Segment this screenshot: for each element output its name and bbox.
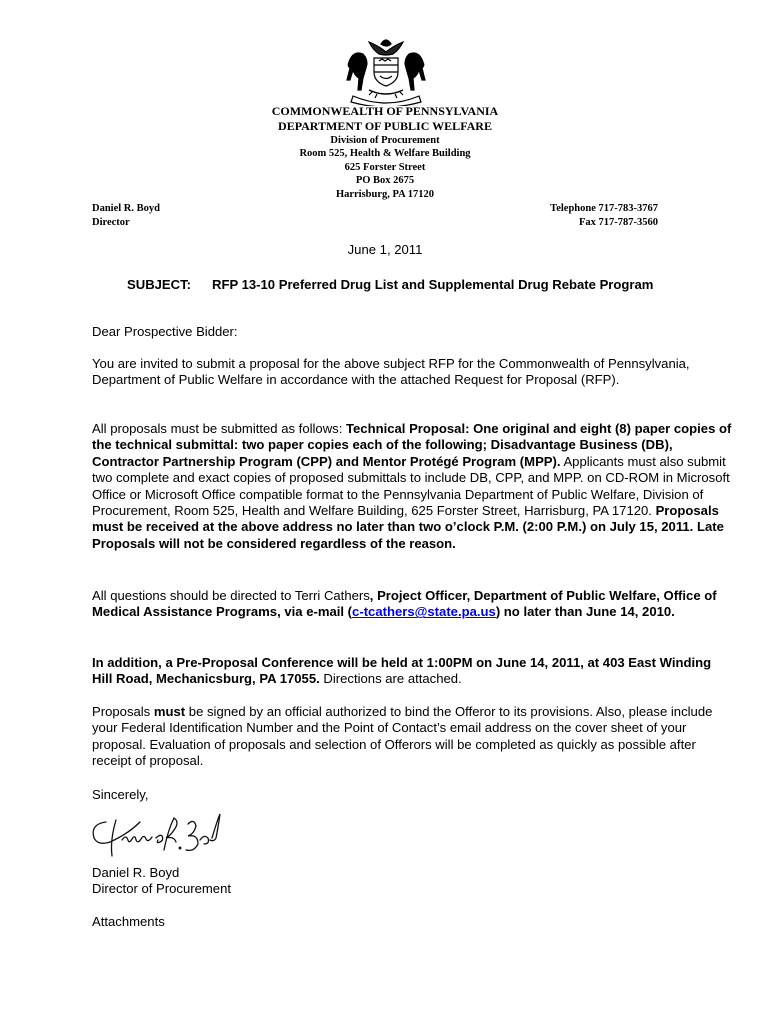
submission-deadline: Proposals must be received at the above address no later than two o’clock P.M. (2:00 P.M.) on July 15, 2011. Late Proposals will not be considered regardless of the reason. [92,503,724,551]
conference-directions: Directions are attached. [319,671,462,687]
director-name: Daniel R. Boyd [92,203,160,214]
email-link[interactable]: c-tcathers@state.pa.us [352,604,496,620]
signing-a: Proposals [92,704,154,719]
questions-office: , Project Officer, Department of Public Welfare, Office of Medical Assistance Programs, via e-mail ( [92,588,717,620]
submission-details: Applicants must also submit two complete and exact copies of proposed submittals to include DB, CPP, and MPP. on CD-ROM in Microsoft Office or Microsoft Office compatible format to the Pennsylvania Department of Public Welfare, Division of Procurement, Room 525, Health and Welfare Building, 625 Forster Street, Harrisburg, PA 17120. [92,453,730,519]
paragraph-conference [92,655,732,688]
telephone: Telephone 717-783-3767 [550,203,658,214]
department-name: DEPARTMENT OF PUBLIC WELFARE [278,119,492,133]
paragraph-submission [92,421,732,552]
address-line: 625 Forster Street [344,162,426,173]
signing-c: be signed by an official authorized to bind the Offeror to its provisions. Also, please include your Federal Identification Number and the Point of Contact’s email address on the cover sheet of your proposal. Evaluation of proposals and selection of Offerors will be completed as quickly as possible after receipt of proposal. [92,704,713,769]
pennsylvania-coat-of-arms-icon [339,34,433,106]
questions-intro: All questions should be directed to Terri Cathers [92,588,370,603]
letter-date: June 1, 2011 [347,242,423,257]
conference-details: In addition, a Pre-Proposal Conference will be held at 1:00PM on June 14, 2011, at 403 East Winding Hill Road, Mechanicsburg, PA 17055. [92,655,712,687]
address-line: Room 525, Health & Welfare Building [299,148,471,159]
handwritten-signature [88,810,228,862]
subject-label: SUBJECT: [127,277,192,292]
paragraph-questions [92,588,732,621]
salutation: Dear Prospective Bidder: [92,324,238,339]
signer-title: Director of Procurement [92,881,231,896]
attachments-label: Attachments [92,914,165,929]
paragraph-signing [92,704,732,770]
address-line: Division of Procurement [330,135,440,146]
paragraph-invitation: You are invited to submit a proposal for the above subject RFP for the Commonwealth of Pennsylvania, Department of Public Welfare in accordance with the attached Request for Proposal (RFP). [92,356,690,388]
submission-technical: Technical Proposal: One original and eight (8) paper copies of the technical submittal: two paper copies each of the following; Disadvantage Business (DB), Contractor Partnership Program (CPP) and Mentor Protégé Program (MPP). [92,421,732,469]
address-line: PO Box 2675 [355,175,415,186]
signer-name: Daniel R. Boyd [92,865,180,880]
address-line: Harrisburg, PA 17120 [335,189,435,200]
signing-must: must [153,704,186,719]
org-name: COMMONWEALTH OF PENNSYLVANIA [271,104,499,118]
questions-deadline: ) no later than June 14, 2010. [495,604,675,620]
director-title: Director [92,217,130,228]
closing: Sincerely, [92,787,149,802]
fax: Fax 717-787-3560 [578,217,658,228]
subject-text: RFP 13-10 Preferred Drug List and Supplemental Drug Rebate Program [212,277,654,292]
submission-intro: All proposals must be submitted as follows: [92,421,346,436]
